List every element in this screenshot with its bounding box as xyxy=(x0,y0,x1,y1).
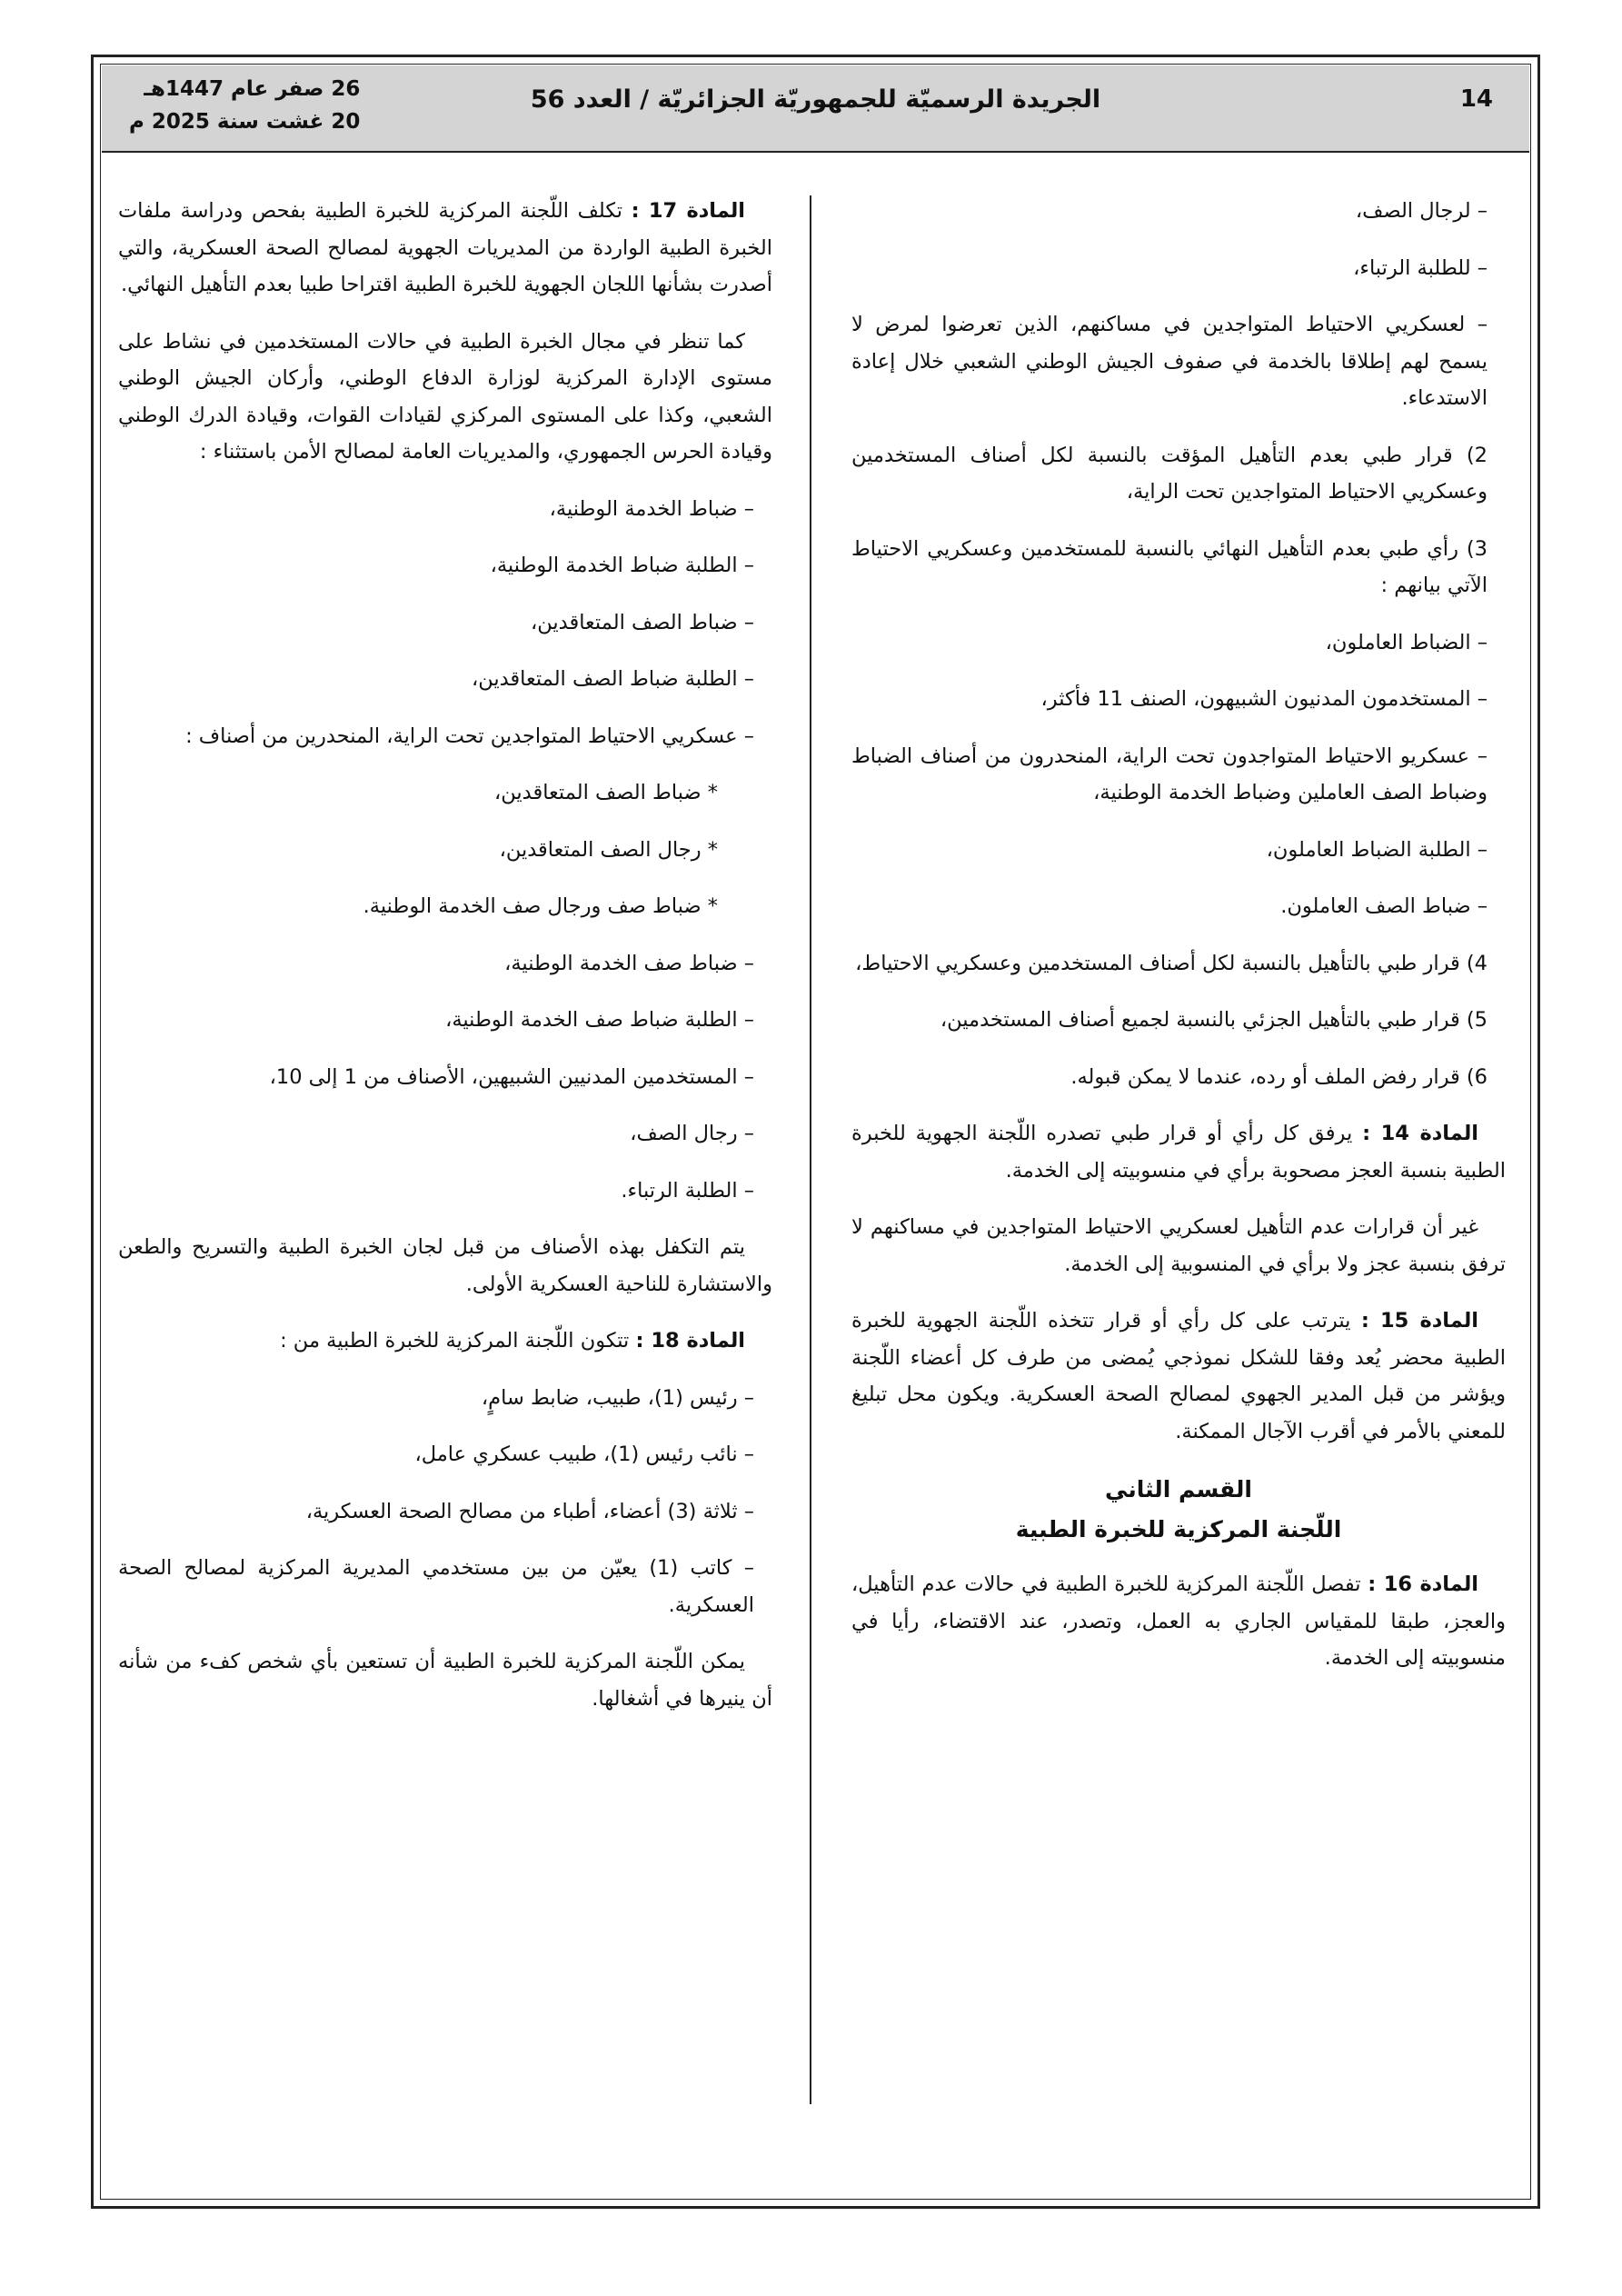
page-header xyxy=(102,65,1529,153)
section-title: اللّجنة المركزية للخبرة الطبية xyxy=(1015,1516,1342,1542)
list-item: – لعسكريي الاحتياط المتواجدين في مساكنهم، الذين تعرضوا لمرض لا يسمح لهم إطلاقا بالخدمة في صفوف الجيش الوطني الشعبي خلال إعادة الاستدعاء. xyxy=(851,313,1488,410)
article-17 xyxy=(118,193,772,304)
paragraph: يمكن اللّجنة المركزية للخبرة الطبية أن تستعين بأي شخص كفء من شأنه أن ينيرها في أشغالها. xyxy=(118,1650,772,1711)
list-item: * ضباط صف ورجال صف الخدمة الوطنية. xyxy=(363,894,718,918)
gazette-title: الجريدة الرسميّة للجمهوريّة الجزائريّة / العدد 56 xyxy=(530,85,1101,114)
article-heading: المادة 16 : xyxy=(1368,1572,1478,1596)
list-item: – الطلبة ضباط الخدمة الوطنية، xyxy=(490,554,754,577)
left-column xyxy=(118,193,772,1737)
list-item: – ثلاثة (3) أعضاء، أطباء من مصالح الصحة العسكرية، xyxy=(305,1499,754,1523)
list-item: – رئيس (1)، طبيب، ضابط سامٍ، xyxy=(481,1385,754,1410)
list-item: 3) رأي طبي بعدم التأهيل النهائي بالنسبة للمستخدمين وعسكريي الاحتياط الآتي بيانهم : xyxy=(851,536,1488,597)
date-hijri: 26 صفر عام 1447هـ xyxy=(144,77,361,101)
article-18 xyxy=(118,1323,772,1360)
list-item: – نائب رئيس (1)، طبيب عسكري عامل، xyxy=(414,1442,754,1466)
list-item: – للطلبة الرتباء، xyxy=(1353,255,1488,280)
article-heading: المادة 17 : xyxy=(631,199,745,223)
article-text: يرفق كل رأي أو قرار طبي تصدره اللّجنة الجهوية للخبرة الطبية بنسبة العجز مصحوبة برأي في منسوبيته إلى الخدمة. xyxy=(851,1122,1506,1183)
article-14 xyxy=(851,1115,1506,1189)
article-text: يترتب على كل رأي أو قرار تتخذه اللّجنة الجهوية للخبرة الطبية محضر يُعد وفقا للشكل نموذجي يُمضى من طرف كل أعضاء اللّجنة ويؤشر من قبل المدير الجهوي لمصالح الصحة العسكرية. ويكون محل تبليغ للمعني بالأمر في أقرب الآجال الممكنة. xyxy=(851,1309,1506,1443)
list-item: – ضباط الخدمة الوطنية، xyxy=(549,496,754,521)
list-item: – المستخدمون المدنيون الشبيهون، الصنف 11 فأكثر، xyxy=(1040,687,1488,711)
list-item: – الطلبة الضباط العاملون، xyxy=(1266,837,1488,862)
list-item: – الطلبة ضباط الصف المتعاقدين، xyxy=(471,667,754,691)
list-item: – الضباط العاملون، xyxy=(1325,630,1488,654)
article-16 xyxy=(851,1566,1506,1677)
list-item: * رجال الصف المتعاقدين، xyxy=(499,837,718,862)
article-heading: المادة 18 : xyxy=(635,1329,745,1353)
list-item: – ضباط الصف المتعاقدين، xyxy=(530,610,754,634)
article-text: تتكون اللّجنة المركزية للخبرة الطبية من : xyxy=(280,1329,630,1353)
list-item: 2) قرار طبي بعدم التأهيل المؤقت بالنسبة لكل أصناف المستخدمين وعسكريي الاحتياط المتواجدين تحت الراية، xyxy=(851,443,1488,504)
article-heading: المادة 14 : xyxy=(1362,1122,1479,1145)
article-15 xyxy=(851,1303,1506,1450)
list-item: – الطلبة ضباط صف الخدمة الوطنية، xyxy=(445,1008,754,1032)
list-item: 5) قرار طبي بالتأهيل الجزئي بالنسبة لجميع أصناف المستخدمين، xyxy=(940,1008,1488,1032)
list-item: – ضباط الصف العاملون. xyxy=(1280,894,1488,918)
list-item: 4) قرار طبي بالتأهيل بالنسبة لكل أصناف المستخدمين وعسكريي الاحتياط، xyxy=(855,951,1488,975)
list-item: – رجال الصف، xyxy=(630,1122,754,1145)
issue-date xyxy=(129,73,360,138)
article-heading: المادة 15 : xyxy=(1360,1309,1478,1333)
list-item: – لرجال الصف، xyxy=(1355,199,1488,223)
section-number: القسم الثاني xyxy=(1105,1476,1252,1502)
list-item: – ضباط صف الخدمة الوطنية، xyxy=(504,951,754,975)
right-column xyxy=(851,193,1506,1697)
list-item: – عسكريي الاحتياط المتواجدين تحت الراية، المنحدرين من أصناف : xyxy=(185,724,754,748)
list-item: – المستخدمين المدنيين الشبيهين، الأصناف من 1 إلى 10، xyxy=(269,1064,754,1089)
list-item: – كاتب (1) يعيّن من بين مستخدمي المديرية المركزية لمصالح الصحة العسكرية. xyxy=(118,1556,754,1617)
section-heading xyxy=(851,1470,1506,1550)
list-item: * ضباط الصف المتعاقدين، xyxy=(493,781,718,804)
date-gregorian: 20 غشت سنة 2025 م xyxy=(129,110,361,134)
list-item: – عسكريو الاحتياط المتواجدون تحت الراية، المنحدرون من أصناف الضباط وضباط الصف العاملين وضباط الخدمة الوطنية، xyxy=(851,744,1488,804)
column-divider xyxy=(810,195,811,2104)
article-text: تكلف اللّجنة المركزية للخبرة الطبية بفحص ودراسة ملفات الخبرة الطبية الواردة من المديريات الجهوية لمصالح الصحة العسكرية، والتي أصدرت بشأنها اللجان الجهوية للخبرة الطبية اقتراحا طبيا بعدم التأهيل النهائي. xyxy=(118,199,772,296)
paragraph: غير أن قرارات عدم التأهيل لعسكريي الاحتياط المتواجدين في مساكنهم لا ترفق بنسبة عجز ولا برأي في المنسوبية إلى الخدمة. xyxy=(851,1215,1506,1276)
article-text: تفصل اللّجنة المركزية للخبرة الطبية في حالات عدم التأهيل، والعجز، طبقا للمقياس الجاري به العمل، وتصدر، عند الاقتضاء، رأيا في منسوبيته إلى الخدمة. xyxy=(851,1572,1506,1670)
list-item: – الطلبة الرتباء. xyxy=(621,1178,754,1203)
page-number: 14 xyxy=(1459,85,1493,113)
paragraph: كما تنظر في مجال الخبرة الطبية في حالات المستخدمين في نشاط على مستوى الإدارة المركزية لوزارة الدفاع الوطني، وأركان الجيش الوطني الشعبي، وكذا على المستوى المركزي لقيادات القوات، وقيادة الدرك الوطني وقيادة الحرس الجمهوري، والمديريات العامة لمصالح الأمن باستثناء : xyxy=(118,329,772,464)
list-item: 6) قرار رفض الملف أو رده، عندما لا يمكن قبوله. xyxy=(1070,1064,1488,1089)
paragraph: يتم التكفل بهذه الأصناف من قبل لجان الخبرة الطبية والتسريح والطعن والاستشارة للناحية العسكرية الأولى. xyxy=(118,1235,772,1296)
